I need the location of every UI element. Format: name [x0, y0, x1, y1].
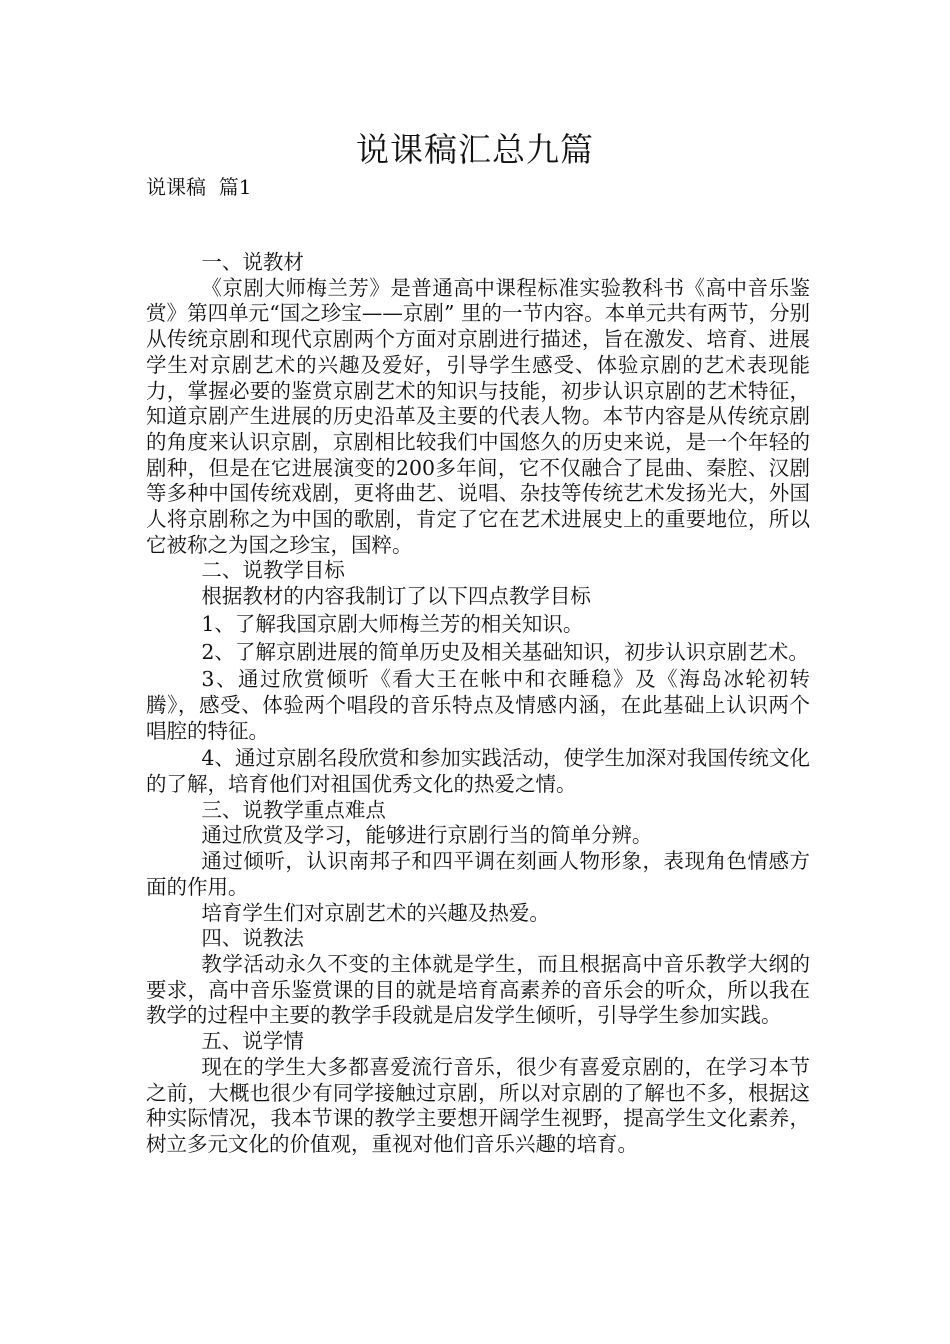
- document-body: [146, 250, 810, 1158]
- paragraph-teaching-method: 教学活动永久不变的主体就是学生，而且根据高中音乐教学大纲的要求，高中音乐鉴赏课的目的就是培育高素养的音乐会的听众，所以我在教学的过程中主要的教学手段就是启发学生倾听，引导学生参加实践。: [146, 951, 810, 1028]
- paragraph-teaching-material: 《京剧大师梅兰芳》是普通高中课程标准实验教科书《高中音乐鉴赏》第四单元“国之珍宝——京剧” 里的一节内容。本单元共有两节，分别从传统京剧和现代京剧两个方面对京剧进行描述，旨在激发、培育、进展学生对京剧艺术的兴趣及爱好，引导学生感受、体验京剧的艺术表现能力，掌握必要的鉴赏京剧艺术的知识与技能，初步认识京剧的艺术特征，知道京剧产生进展的历史沿革及主要的代表人物。本节内容是从传统京剧的角度来认识京剧，京剧相比较我们中国悠久的历史来说，是一个年轻的剧种，但是在它进展演变的200多年间，它不仅融合了昆曲、秦腔、汉剧等多种中国传统戏剧，更将曲艺、说唱、杂技等传统艺术发扬光大，外国人将京剧称之为中国的歌剧，肯定了它在艺术进展史上的重要地位，所以它被称之为国之珍宝，国粹。: [146, 275, 810, 557]
- heading-key-points: 三、说教学重点难点: [201, 797, 386, 822]
- goal-item-3: 3、通过欣赏倾听《看大王在帐中和衣睡稳》及《海岛冰轮初转腾》，感受、体验两个唱段的音乐特点及情感内涵，在此基础上认识两个唱腔的特征。: [146, 667, 810, 743]
- goal-item-2: 2、了解京剧进展的简单历史及相关基础知识，初步认识京剧艺术。: [201, 639, 809, 664]
- heading-teaching-goals: 二、说教学目标: [201, 558, 345, 583]
- heading-student-situation: 五、说学情: [201, 1029, 304, 1054]
- key-point-3: 培育学生们对京剧艺术的兴趣及热爱。: [201, 900, 550, 925]
- goal-item-1: 1、了解我国京剧大师梅兰芳的相关知识。: [201, 611, 584, 636]
- section-heading: 说课稿 篇1: [146, 175, 252, 199]
- heading-teaching-material: 一、说教材: [201, 250, 304, 274]
- paragraph-goals-intro: 根据教材的内容我制订了以下四点教学目标: [201, 584, 591, 609]
- goal-item-4: 4、通过京剧名段欣赏和参加实践活动，使学生加深对我国传统文化的了解，培育他们对祖国优秀文化的热爱之情。: [146, 746, 810, 797]
- paragraph-student-situation: 现在的学生大多都喜爱流行音乐，很少有喜爱京剧的，在学习本节之前，大概也很少有同学接触过京剧，所以对京剧的了解也不多，根据这种实际情况，我本节课的教学主要想开阔学生视野，提高学生文化素养，树立多元文化的价值观，重视对他们音乐兴趣的培育。: [146, 1054, 810, 1156]
- document-title: 说课稿汇总九篇: [356, 130, 594, 169]
- heading-teaching-method: 四、说教法: [201, 926, 304, 951]
- key-point-1: 通过欣赏及学习，能够进行京剧行当的简单分辨。: [201, 823, 653, 848]
- key-point-2: 通过倾听，认识南邦子和四平调在刻画人物形象，表现角色情感方面的作用。: [146, 849, 810, 899]
